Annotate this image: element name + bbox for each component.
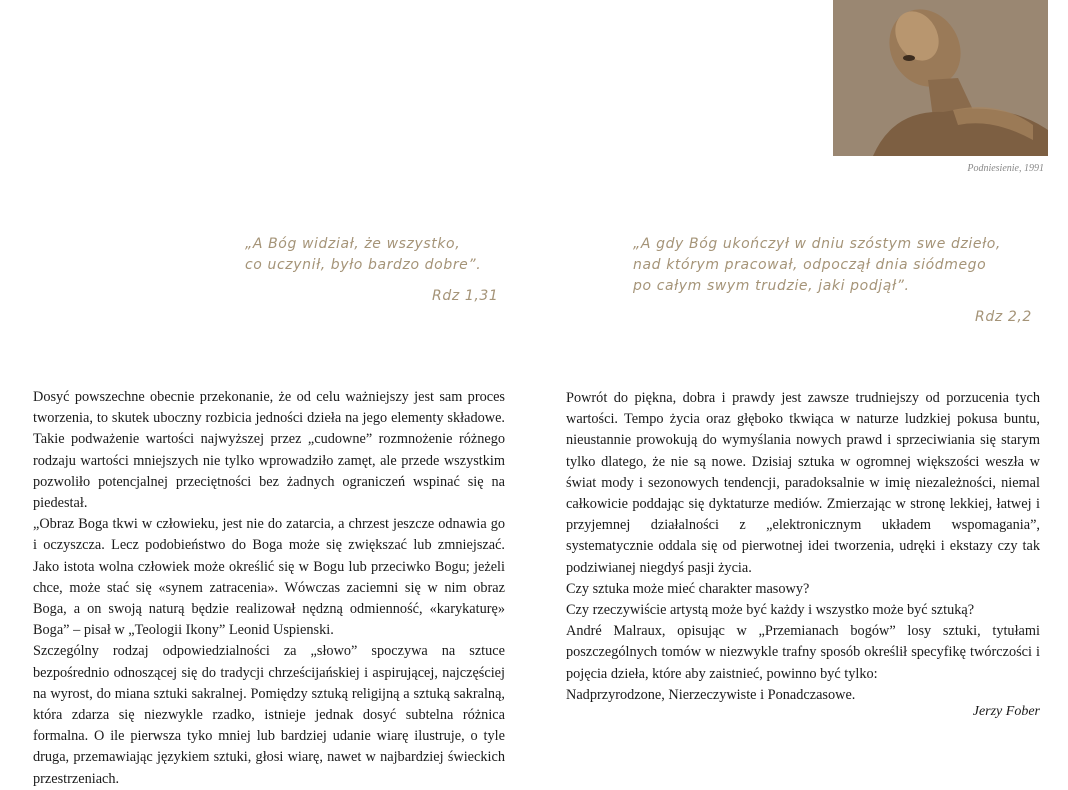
quote-right-line: nad którym pracował, odpoczął dnia siódmego [633, 257, 987, 273]
quote-right-line: po całym swym trudzie, jaki podjął”. [633, 278, 910, 294]
quote-left-line: co uczynił, było bardzo dobre”. [245, 257, 482, 273]
paragraph: Nadprzyrodzone, Nierzeczywiste i Ponadczasowe. [566, 686, 856, 703]
quote-left-reference: Rdz 1,31 [432, 288, 499, 304]
paragraph: „Obraz Boga tkwi w człowieku, jest nie do zatarcia, a chrzest jeszcze odnawia go i oczyszcza. Lecz podobieństwo do Boga może się zwiększać lub zmniejszać. Jako istota wolna człowiek może określić się w Bogu lub przeciwko Bogu; jeżeli chce, może stać się «synem zatracenia». Wówczas zaciemni się w nim obraz Boga, a on swoją naturą będzie realizował nędzną odmienność, «karykaturę» Boga” – pisał w „Teologii Ikony” Leonid Uspienski. [33, 516, 505, 639]
quote-left-line: „A Bóg widział, że wszystko, [245, 236, 461, 252]
quote-right-reference: Rdz 2,2 [975, 309, 1032, 325]
paragraph: Czy rzeczywiście artystą może być każdy i wszystko może być sztuką? [566, 602, 975, 619]
photo-caption: Podniesienie, 1991 [967, 163, 1044, 174]
sculpture-image [833, 0, 1048, 156]
sculpture-photo [833, 0, 1048, 156]
paragraph: André Malraux, opisując w „Przemianach bogów” losy sztuki, tytułami poszczególnych tomów w niezwykle trafny sposób określił specyfikę twórczości i pojęcia dzieła, które aby zaistnieć, powinno być tylko: [566, 623, 1040, 682]
quote-left [245, 234, 481, 276]
quote-right-line: „A gdy Bóg ukończył w dniu szóstym swe dzieło, [633, 236, 1001, 252]
paragraph: Czy sztuka może mieć charakter masowy? [566, 580, 810, 597]
author-signature: Jerzy Fober [972, 704, 1040, 719]
paragraph: Powrót do piękna, dobra i prawdy jest zawsze trudniejszy od porzucenia tych wartości. Tempo życia oraz głęboko tkwiąca w naturze ludzkiej pokusa buntu, nieustannie prowokują do wymyślania nowych prawd i sprzeciwiania się starym tylko dlatego, że nie są nowe. Dzisiaj sztuka w ogromnej większości weszła w świat mody i sezonowych tendencji, paradoksalnie w imię niezależności, niemal całkowicie poddając się dyktaturze mediów. Zmierzając w stronę lekkiej, łatwej i przyjemnej działalności z „elektronicznym układem wspomagania”, systematycznie oddala się od pierwotnej idei tworzenia, udręki i ekstazy czy tak podziwianej niegdyś pasji życia. [566, 390, 1040, 576]
left-text-column [33, 387, 505, 790]
paragraph: Dosyć powszechne obecnie przekonanie, że od celu ważniejszy jest sam proces tworzenia, to skutek uboczny rozbicia jedności dzieła na jego elementy składowe. Takie podważenie wartości najwyższej przez „cudowne” rozmnożenie różnego rodzaju wartości mniejszych nie tylko wprowadziło zamęt, ale przede wszystkim pozwoliło potencjalnej przeciętności bez żadnych ograniczeń wspinać się na piedestał. [33, 389, 505, 512]
right-text-column [566, 388, 1040, 706]
quote-right [633, 234, 1001, 297]
paragraph: Szczególny rodzaj odpowiedzialności za „słowo” spoczywa na sztuce bezpośrednio odnoszącej się do tradycji chrześcijańskiej i aspirującej, najczęściej na wyrost, do miana sztuki sakralnej. Pomiędzy sztuką religijną a sztuką sakralną, która zdarza się niezwykle rzadko, istnieje jednak dosyć subtelna różnica formalna. O ile pierwsza tyko mniej lub bardziej udanie wiarę ilustruje, o tyle druga, przemawiając językiem sztuki, głosi wiarę, nawet w najbardziej świeckich przestrzeniach. [33, 643, 505, 787]
